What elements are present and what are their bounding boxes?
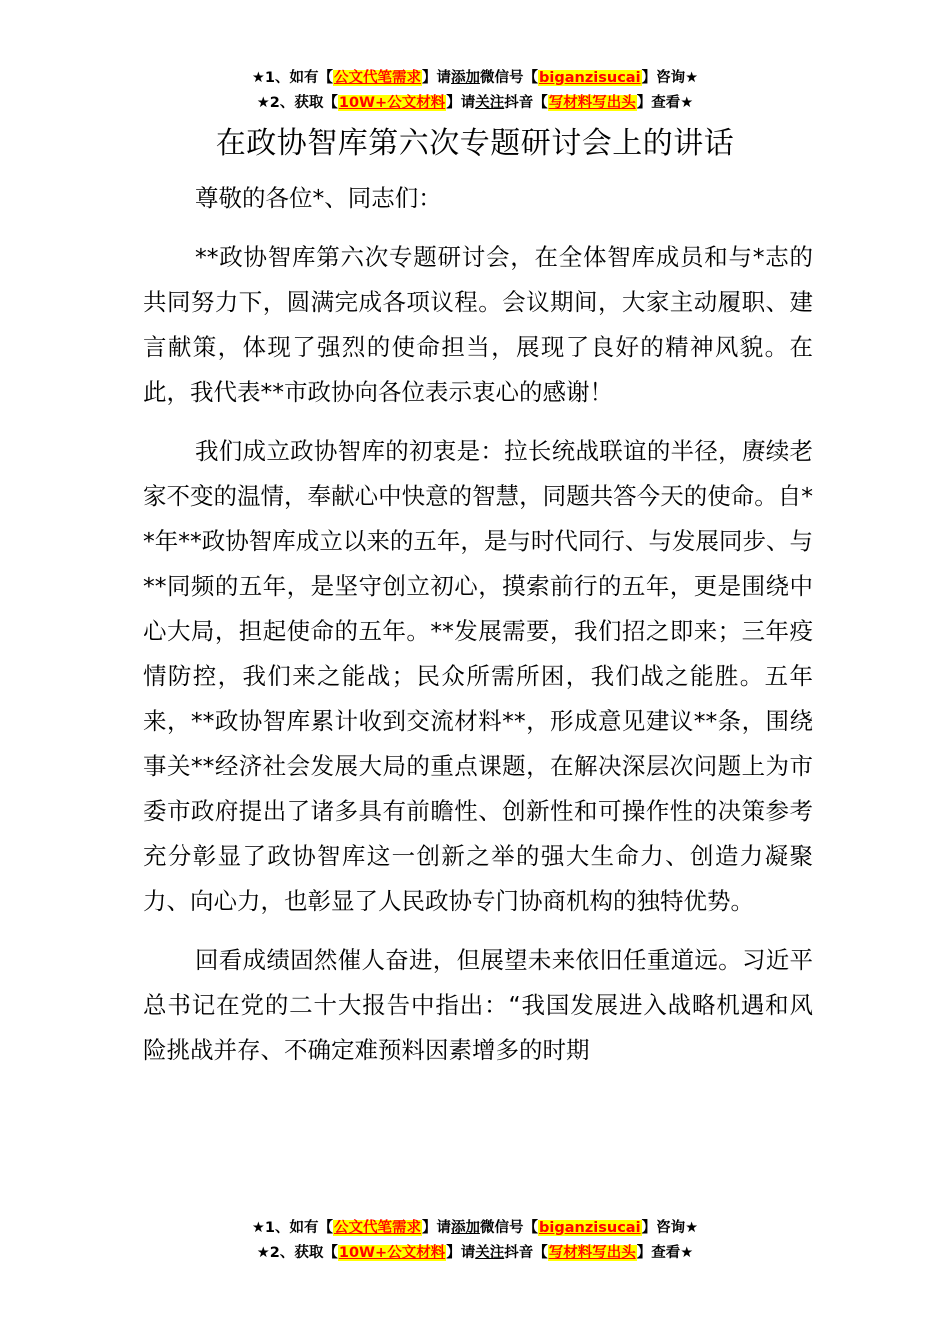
promo-underlined: 关注 <box>475 95 505 111</box>
promo-text: 】请 <box>422 70 452 86</box>
promo-line-1 <box>0 66 950 91</box>
wechat-id-highlight: biganzisucai <box>539 70 641 86</box>
promo-text: ★1、如有【 <box>251 1220 334 1236</box>
promo-highlight: 10W+公文材料 <box>338 95 446 111</box>
document-body <box>143 176 813 1087</box>
paragraph: 回看成绩固然催人奋进，但展望未来依旧任重道远。习近平总书记在党的二十大报告中指出：“我国发展进入战略机遇和风险挑战并存、不确定难预料因素增多的时期 <box>143 946 813 1064</box>
promo-text: 抖音【 <box>504 1245 548 1261</box>
douyin-highlight: 写材料写出头 <box>548 1245 636 1261</box>
promo-underlined: 关注 <box>475 1245 505 1261</box>
salutation: 尊敬的各位*、同志们： <box>195 184 442 212</box>
promo-line-1 <box>0 1216 950 1241</box>
promo-text: 】咨询★ <box>641 1220 699 1236</box>
paragraph: **政协智库第六次专题研讨会，在全体智库成员和与*志的共同努力下，圆满完成各项议程。会议期间，大家主动履职、建言献策，体现了强烈的使命担当，展现了良好的精神风貌。在此，我代表**市政协向各位表示衷心的感谢！ <box>143 243 813 406</box>
promo-highlight: 公文代笔需求 <box>334 1220 422 1236</box>
promo-text: ★1、如有【 <box>251 70 334 86</box>
douyin-highlight: 写材料写出头 <box>548 95 636 111</box>
promo-text: 】咨询★ <box>641 70 699 86</box>
promo-text: 】请 <box>446 1245 476 1261</box>
promo-text: 】查看★ <box>636 95 694 111</box>
promo-text: 微信号【 <box>480 1220 539 1236</box>
promo-text: 】查看★ <box>636 1245 694 1261</box>
promo-highlight: 10W+公文材料 <box>338 1245 446 1261</box>
bottom-promo-banner <box>0 1216 950 1266</box>
promo-highlight: 公文代笔需求 <box>334 70 422 86</box>
document-title: 在政协智库第六次专题研讨会上的讲话 <box>215 126 735 161</box>
promo-line-2 <box>0 1241 950 1266</box>
promo-underlined: 添加 <box>451 1220 481 1236</box>
promo-text: 】请 <box>446 95 476 111</box>
promo-line-2 <box>0 91 950 116</box>
promo-underlined: 添加 <box>451 70 481 86</box>
paragraph: 我们成立政协智库的初衷是：拉长统战联谊的半径，赓续老家不变的温情，奉献心中快意的智慧，同题共答今天的使命。自**年**政协智库成立以来的五年，是与时代同行、与发展同步、与**同频的五年，是坚守创立初心，摸索前行的五年，更是围绕中心大局，担起使命的五年。**发展需要，我们招之即来；三年疫情防控，我们来之能战；民众所需所困，我们战之能胜。五年来，**政协智库累计收到交流材料**，形成意见建议**条，围绕事关**经济社会发展大局的重点课题，在解决深层次问题上为市委市政府提出了诸多具有前瞻性、创新性和可操作性的决策参考充分彰显了政协智库这一创新之举的强大生命力、创造力凝聚力、向心力，也彰显了人民政协专门协商机构的独特优势。 <box>143 437 813 915</box>
promo-text: 微信号【 <box>480 70 539 86</box>
promo-text: ★2、获取【 <box>256 95 338 111</box>
promo-text: ★2、获取【 <box>256 1245 338 1261</box>
promo-text: 】请 <box>422 1220 452 1236</box>
wechat-id-highlight: biganzisucai <box>539 1220 641 1236</box>
promo-text: 抖音【 <box>504 95 548 111</box>
top-promo-banner <box>0 66 950 116</box>
